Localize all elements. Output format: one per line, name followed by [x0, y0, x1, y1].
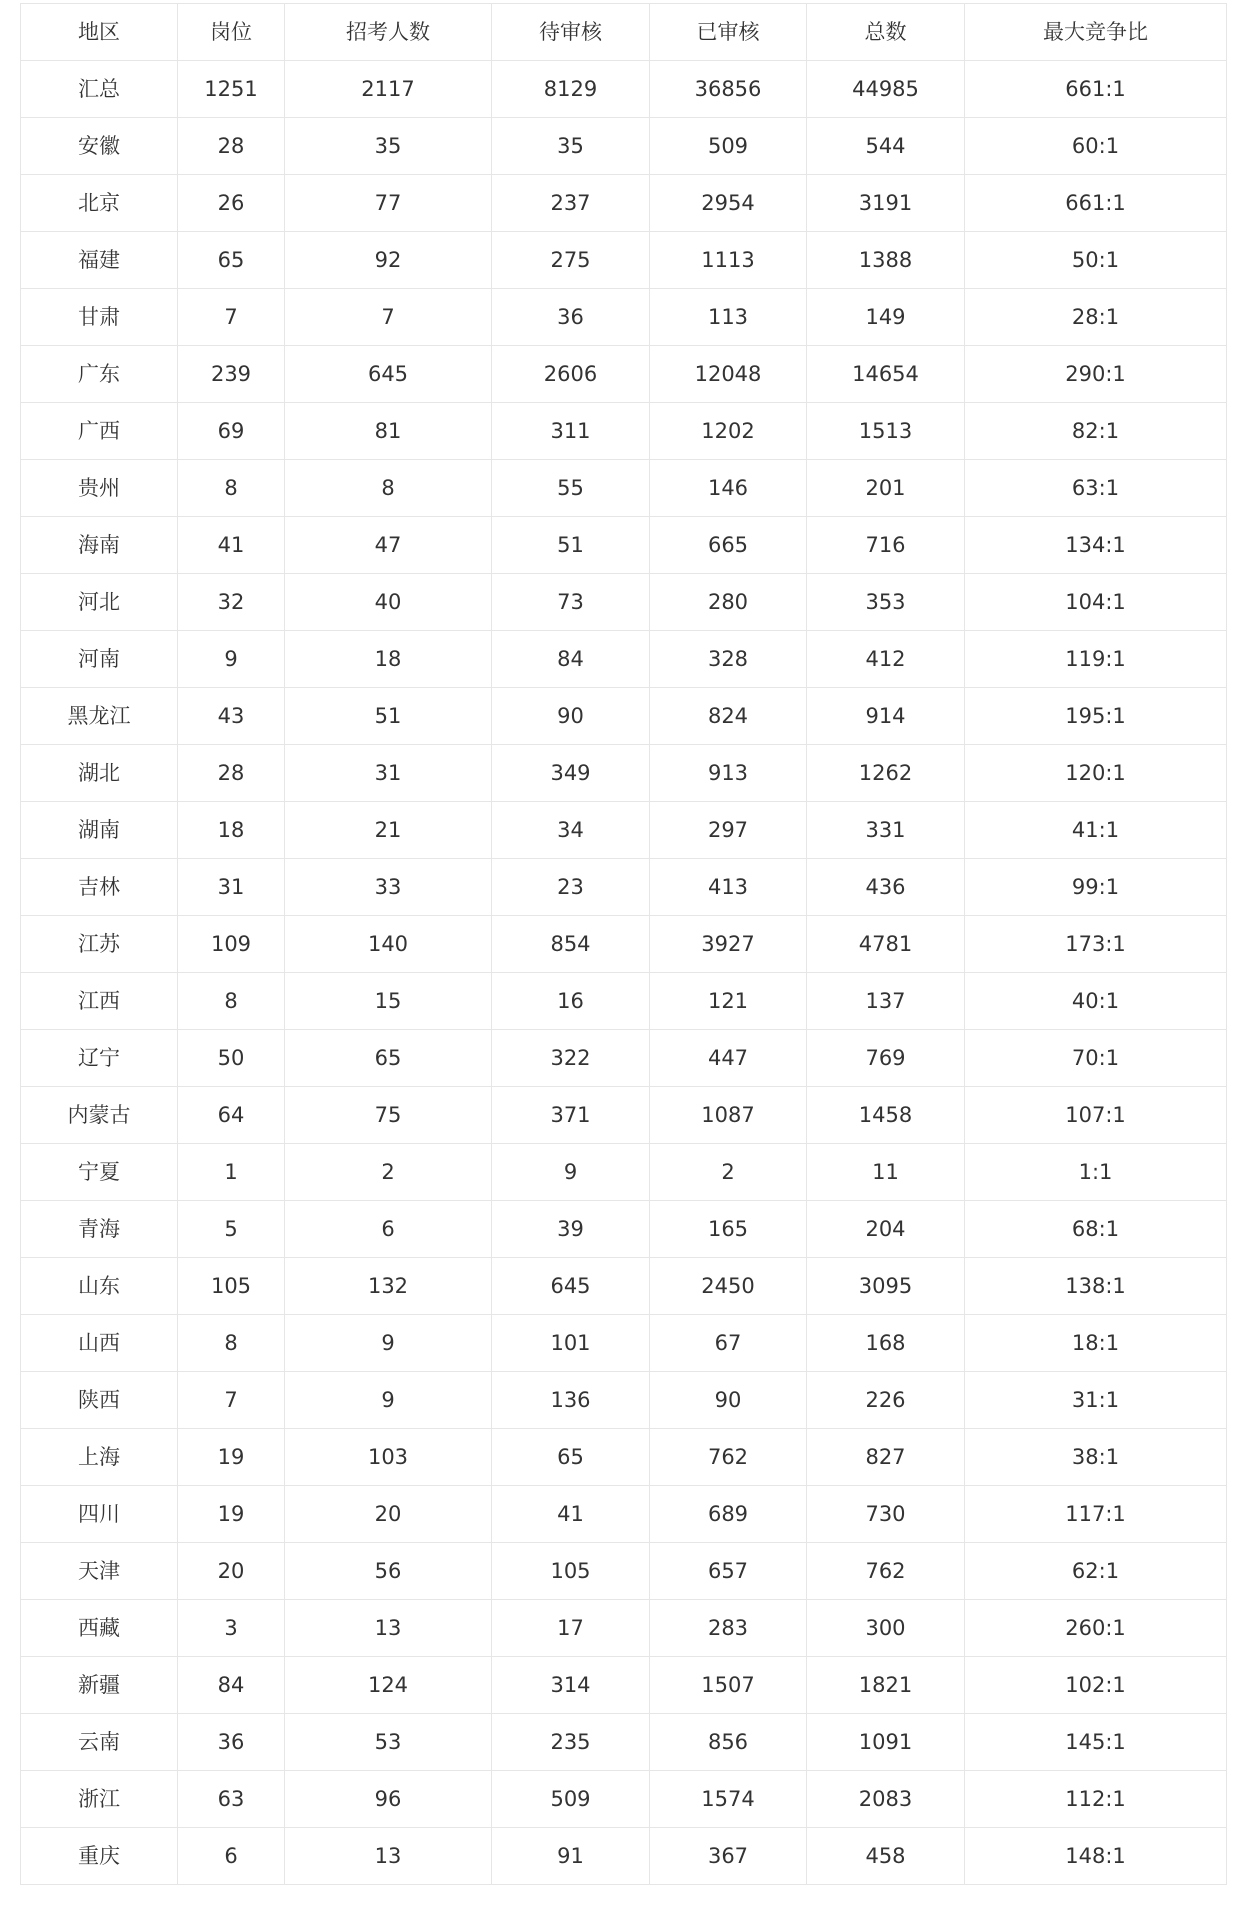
cell-reviewed: 1507	[650, 1657, 807, 1714]
cell-region: 四川	[21, 1486, 178, 1543]
cell-pending: 349	[492, 745, 650, 802]
cell-positions: 64	[178, 1087, 285, 1144]
cell-recruits: 132	[285, 1258, 492, 1315]
cell-max-ratio: 28:1	[965, 289, 1227, 346]
cell-region: 广东	[21, 346, 178, 403]
cell-max-ratio: 50:1	[965, 232, 1227, 289]
cell-recruits: 6	[285, 1201, 492, 1258]
cell-total: 458	[807, 1828, 965, 1885]
table-row	[21, 1201, 1227, 1258]
cell-positions: 84	[178, 1657, 285, 1714]
cell-region: 重庆	[21, 1828, 178, 1885]
cell-total: 1821	[807, 1657, 965, 1714]
cell-pending: 2606	[492, 346, 650, 403]
cell-positions: 8	[178, 460, 285, 517]
header-reviewed: 已审核	[650, 4, 807, 61]
header-positions: 岗位	[178, 4, 285, 61]
cell-positions: 32	[178, 574, 285, 631]
cell-reviewed: 36856	[650, 61, 807, 118]
cell-total: 769	[807, 1030, 965, 1087]
cell-max-ratio: 60:1	[965, 118, 1227, 175]
cell-region: 湖南	[21, 802, 178, 859]
cell-reviewed: 3927	[650, 916, 807, 973]
cell-reviewed: 856	[650, 1714, 807, 1771]
table-row	[21, 973, 1227, 1030]
cell-recruits: 81	[285, 403, 492, 460]
header-total: 总数	[807, 4, 965, 61]
table-row	[21, 802, 1227, 859]
cell-total: 914	[807, 688, 965, 745]
cell-region: 北京	[21, 175, 178, 232]
cell-pending: 8129	[492, 61, 650, 118]
cell-reviewed: 689	[650, 1486, 807, 1543]
cell-max-ratio: 38:1	[965, 1429, 1227, 1486]
table-row	[21, 1087, 1227, 1144]
cell-total: 4781	[807, 916, 965, 973]
cell-reviewed: 1113	[650, 232, 807, 289]
table-body	[21, 61, 1227, 1885]
cell-region: 山东	[21, 1258, 178, 1315]
cell-pending: 101	[492, 1315, 650, 1372]
cell-recruits: 47	[285, 517, 492, 574]
cell-positions: 26	[178, 175, 285, 232]
cell-pending: 41	[492, 1486, 650, 1543]
table-row	[21, 1714, 1227, 1771]
table-row	[21, 745, 1227, 802]
cell-total: 1388	[807, 232, 965, 289]
cell-positions: 239	[178, 346, 285, 403]
cell-region: 黑龙江	[21, 688, 178, 745]
cell-pending: 645	[492, 1258, 650, 1315]
cell-region: 青海	[21, 1201, 178, 1258]
table-row	[21, 175, 1227, 232]
cell-pending: 73	[492, 574, 650, 631]
header-max-ratio: 最大竞争比	[965, 4, 1227, 61]
cell-max-ratio: 31:1	[965, 1372, 1227, 1429]
cell-max-ratio: 119:1	[965, 631, 1227, 688]
cell-recruits: 65	[285, 1030, 492, 1087]
cell-max-ratio: 104:1	[965, 574, 1227, 631]
cell-total: 762	[807, 1543, 965, 1600]
cell-positions: 7	[178, 289, 285, 346]
cell-max-ratio: 134:1	[965, 517, 1227, 574]
cell-reviewed: 280	[650, 574, 807, 631]
cell-reviewed: 67	[650, 1315, 807, 1372]
cell-region: 内蒙古	[21, 1087, 178, 1144]
cell-region: 湖北	[21, 745, 178, 802]
cell-region: 河北	[21, 574, 178, 631]
cell-positions: 105	[178, 1258, 285, 1315]
cell-region: 山西	[21, 1315, 178, 1372]
cell-region: 云南	[21, 1714, 178, 1771]
cell-positions: 41	[178, 517, 285, 574]
cell-region: 浙江	[21, 1771, 178, 1828]
cell-total: 11	[807, 1144, 965, 1201]
cell-total: 201	[807, 460, 965, 517]
table-row	[21, 1600, 1227, 1657]
cell-pending: 509	[492, 1771, 650, 1828]
cell-region: 海南	[21, 517, 178, 574]
cell-recruits: 7	[285, 289, 492, 346]
cell-recruits: 9	[285, 1372, 492, 1429]
table-row	[21, 232, 1227, 289]
cell-total: 716	[807, 517, 965, 574]
cell-max-ratio: 260:1	[965, 1600, 1227, 1657]
cell-reviewed: 12048	[650, 346, 807, 403]
cell-total: 827	[807, 1429, 965, 1486]
cell-max-ratio: 99:1	[965, 859, 1227, 916]
table-header-row	[21, 4, 1227, 61]
cell-recruits: 13	[285, 1828, 492, 1885]
cell-reviewed: 165	[650, 1201, 807, 1258]
cell-pending: 36	[492, 289, 650, 346]
table-row	[21, 916, 1227, 973]
cell-reviewed: 2954	[650, 175, 807, 232]
cell-positions: 65	[178, 232, 285, 289]
cell-recruits: 2117	[285, 61, 492, 118]
cell-region: 广西	[21, 403, 178, 460]
cell-max-ratio: 138:1	[965, 1258, 1227, 1315]
cell-reviewed: 146	[650, 460, 807, 517]
cell-positions: 6	[178, 1828, 285, 1885]
cell-recruits: 51	[285, 688, 492, 745]
cell-pending: 275	[492, 232, 650, 289]
cell-total: 412	[807, 631, 965, 688]
cell-reviewed: 328	[650, 631, 807, 688]
cell-max-ratio: 145:1	[965, 1714, 1227, 1771]
cell-recruits: 75	[285, 1087, 492, 1144]
header-region: 地区	[21, 4, 178, 61]
cell-pending: 371	[492, 1087, 650, 1144]
cell-max-ratio: 102:1	[965, 1657, 1227, 1714]
cell-recruits: 13	[285, 1600, 492, 1657]
table-row	[21, 631, 1227, 688]
table-row	[21, 1543, 1227, 1600]
cell-reviewed: 824	[650, 688, 807, 745]
cell-max-ratio: 661:1	[965, 175, 1227, 232]
cell-max-ratio: 290:1	[965, 346, 1227, 403]
cell-region: 贵州	[21, 460, 178, 517]
cell-reviewed: 297	[650, 802, 807, 859]
cell-total: 1458	[807, 1087, 965, 1144]
cell-recruits: 56	[285, 1543, 492, 1600]
cell-recruits: 21	[285, 802, 492, 859]
cell-reviewed: 90	[650, 1372, 807, 1429]
cell-region: 河南	[21, 631, 178, 688]
cell-positions: 69	[178, 403, 285, 460]
cell-recruits: 77	[285, 175, 492, 232]
cell-recruits: 9	[285, 1315, 492, 1372]
cell-pending: 136	[492, 1372, 650, 1429]
table-row	[21, 403, 1227, 460]
cell-recruits: 20	[285, 1486, 492, 1543]
cell-reviewed: 367	[650, 1828, 807, 1885]
cell-total: 1091	[807, 1714, 965, 1771]
cell-recruits: 33	[285, 859, 492, 916]
cell-max-ratio: 40:1	[965, 973, 1227, 1030]
cell-total: 2083	[807, 1771, 965, 1828]
cell-reviewed: 665	[650, 517, 807, 574]
cell-reviewed: 1574	[650, 1771, 807, 1828]
cell-reviewed: 2	[650, 1144, 807, 1201]
cell-recruits: 35	[285, 118, 492, 175]
cell-total: 730	[807, 1486, 965, 1543]
cell-recruits: 96	[285, 1771, 492, 1828]
cell-max-ratio: 63:1	[965, 460, 1227, 517]
cell-reviewed: 1202	[650, 403, 807, 460]
cell-positions: 19	[178, 1486, 285, 1543]
cell-reviewed: 283	[650, 1600, 807, 1657]
table-row	[21, 1771, 1227, 1828]
table-row	[21, 517, 1227, 574]
cell-positions: 31	[178, 859, 285, 916]
data-table-container	[20, 3, 1226, 1885]
cell-pending: 322	[492, 1030, 650, 1087]
table-row	[21, 61, 1227, 118]
cell-region: 陕西	[21, 1372, 178, 1429]
cell-positions: 1251	[178, 61, 285, 118]
cell-pending: 23	[492, 859, 650, 916]
cell-recruits: 31	[285, 745, 492, 802]
table-row	[21, 859, 1227, 916]
table-row	[21, 346, 1227, 403]
table-row	[21, 1828, 1227, 1885]
cell-max-ratio: 1:1	[965, 1144, 1227, 1201]
cell-pending: 51	[492, 517, 650, 574]
cell-pending: 854	[492, 916, 650, 973]
cell-pending: 91	[492, 1828, 650, 1885]
cell-region: 福建	[21, 232, 178, 289]
cell-total: 331	[807, 802, 965, 859]
cell-pending: 65	[492, 1429, 650, 1486]
cell-pending: 235	[492, 1714, 650, 1771]
cell-positions: 63	[178, 1771, 285, 1828]
cell-total: 353	[807, 574, 965, 631]
cell-max-ratio: 148:1	[965, 1828, 1227, 1885]
cell-total: 168	[807, 1315, 965, 1372]
cell-pending: 9	[492, 1144, 650, 1201]
table-row	[21, 289, 1227, 346]
cell-max-ratio: 82:1	[965, 403, 1227, 460]
cell-pending: 311	[492, 403, 650, 460]
cell-positions: 28	[178, 118, 285, 175]
cell-region: 天津	[21, 1543, 178, 1600]
cell-max-ratio: 62:1	[965, 1543, 1227, 1600]
cell-reviewed: 2450	[650, 1258, 807, 1315]
cell-region: 上海	[21, 1429, 178, 1486]
cell-pending: 84	[492, 631, 650, 688]
cell-max-ratio: 120:1	[965, 745, 1227, 802]
cell-region: 汇总	[21, 61, 178, 118]
cell-recruits: 92	[285, 232, 492, 289]
cell-positions: 18	[178, 802, 285, 859]
cell-total: 544	[807, 118, 965, 175]
cell-max-ratio: 68:1	[965, 1201, 1227, 1258]
cell-max-ratio: 18:1	[965, 1315, 1227, 1372]
cell-positions: 43	[178, 688, 285, 745]
cell-total: 1262	[807, 745, 965, 802]
cell-positions: 109	[178, 916, 285, 973]
cell-total: 300	[807, 1600, 965, 1657]
cell-pending: 34	[492, 802, 650, 859]
cell-positions: 3	[178, 1600, 285, 1657]
cell-reviewed: 113	[650, 289, 807, 346]
data-table	[20, 3, 1227, 1885]
cell-positions: 8	[178, 1315, 285, 1372]
cell-pending: 314	[492, 1657, 650, 1714]
table-row	[21, 1657, 1227, 1714]
cell-recruits: 103	[285, 1429, 492, 1486]
cell-positions: 20	[178, 1543, 285, 1600]
table-row	[21, 1144, 1227, 1201]
cell-recruits: 2	[285, 1144, 492, 1201]
cell-recruits: 8	[285, 460, 492, 517]
cell-total: 149	[807, 289, 965, 346]
cell-region: 新疆	[21, 1657, 178, 1714]
cell-positions: 50	[178, 1030, 285, 1087]
cell-recruits: 40	[285, 574, 492, 631]
cell-positions: 1	[178, 1144, 285, 1201]
cell-recruits: 53	[285, 1714, 492, 1771]
cell-positions: 9	[178, 631, 285, 688]
cell-max-ratio: 195:1	[965, 688, 1227, 745]
cell-pending: 16	[492, 973, 650, 1030]
cell-max-ratio: 112:1	[965, 1771, 1227, 1828]
cell-reviewed: 121	[650, 973, 807, 1030]
cell-total: 14654	[807, 346, 965, 403]
cell-reviewed: 447	[650, 1030, 807, 1087]
cell-total: 436	[807, 859, 965, 916]
cell-total: 1513	[807, 403, 965, 460]
table-row	[21, 1030, 1227, 1087]
table-row	[21, 460, 1227, 517]
cell-recruits: 645	[285, 346, 492, 403]
cell-total: 137	[807, 973, 965, 1030]
cell-positions: 36	[178, 1714, 285, 1771]
cell-reviewed: 413	[650, 859, 807, 916]
header-recruits: 招考人数	[285, 4, 492, 61]
table-row	[21, 1258, 1227, 1315]
cell-recruits: 124	[285, 1657, 492, 1714]
cell-pending: 237	[492, 175, 650, 232]
cell-reviewed: 913	[650, 745, 807, 802]
cell-pending: 90	[492, 688, 650, 745]
cell-max-ratio: 41:1	[965, 802, 1227, 859]
table-row	[21, 1429, 1227, 1486]
cell-region: 安徽	[21, 118, 178, 175]
header-pending: 待审核	[492, 4, 650, 61]
cell-reviewed: 762	[650, 1429, 807, 1486]
cell-pending: 35	[492, 118, 650, 175]
cell-region: 江苏	[21, 916, 178, 973]
cell-max-ratio: 70:1	[965, 1030, 1227, 1087]
cell-positions: 19	[178, 1429, 285, 1486]
cell-region: 宁夏	[21, 1144, 178, 1201]
table-row	[21, 1486, 1227, 1543]
cell-region: 西藏	[21, 1600, 178, 1657]
cell-total: 204	[807, 1201, 965, 1258]
cell-positions: 7	[178, 1372, 285, 1429]
cell-max-ratio: 107:1	[965, 1087, 1227, 1144]
table-row	[21, 118, 1227, 175]
cell-max-ratio: 173:1	[965, 916, 1227, 973]
cell-region: 辽宁	[21, 1030, 178, 1087]
cell-total: 226	[807, 1372, 965, 1429]
cell-reviewed: 1087	[650, 1087, 807, 1144]
cell-positions: 5	[178, 1201, 285, 1258]
cell-positions: 28	[178, 745, 285, 802]
cell-recruits: 18	[285, 631, 492, 688]
cell-total: 44985	[807, 61, 965, 118]
cell-total: 3191	[807, 175, 965, 232]
cell-region: 吉林	[21, 859, 178, 916]
cell-recruits: 15	[285, 973, 492, 1030]
cell-reviewed: 509	[650, 118, 807, 175]
cell-region: 甘肃	[21, 289, 178, 346]
table-row	[21, 1372, 1227, 1429]
cell-pending: 39	[492, 1201, 650, 1258]
cell-pending: 55	[492, 460, 650, 517]
cell-max-ratio: 661:1	[965, 61, 1227, 118]
table-row	[21, 1315, 1227, 1372]
cell-positions: 8	[178, 973, 285, 1030]
cell-max-ratio: 117:1	[965, 1486, 1227, 1543]
table-row	[21, 688, 1227, 745]
cell-recruits: 140	[285, 916, 492, 973]
table-row	[21, 574, 1227, 631]
cell-region: 江西	[21, 973, 178, 1030]
cell-pending: 105	[492, 1543, 650, 1600]
cell-reviewed: 657	[650, 1543, 807, 1600]
cell-pending: 17	[492, 1600, 650, 1657]
cell-total: 3095	[807, 1258, 965, 1315]
